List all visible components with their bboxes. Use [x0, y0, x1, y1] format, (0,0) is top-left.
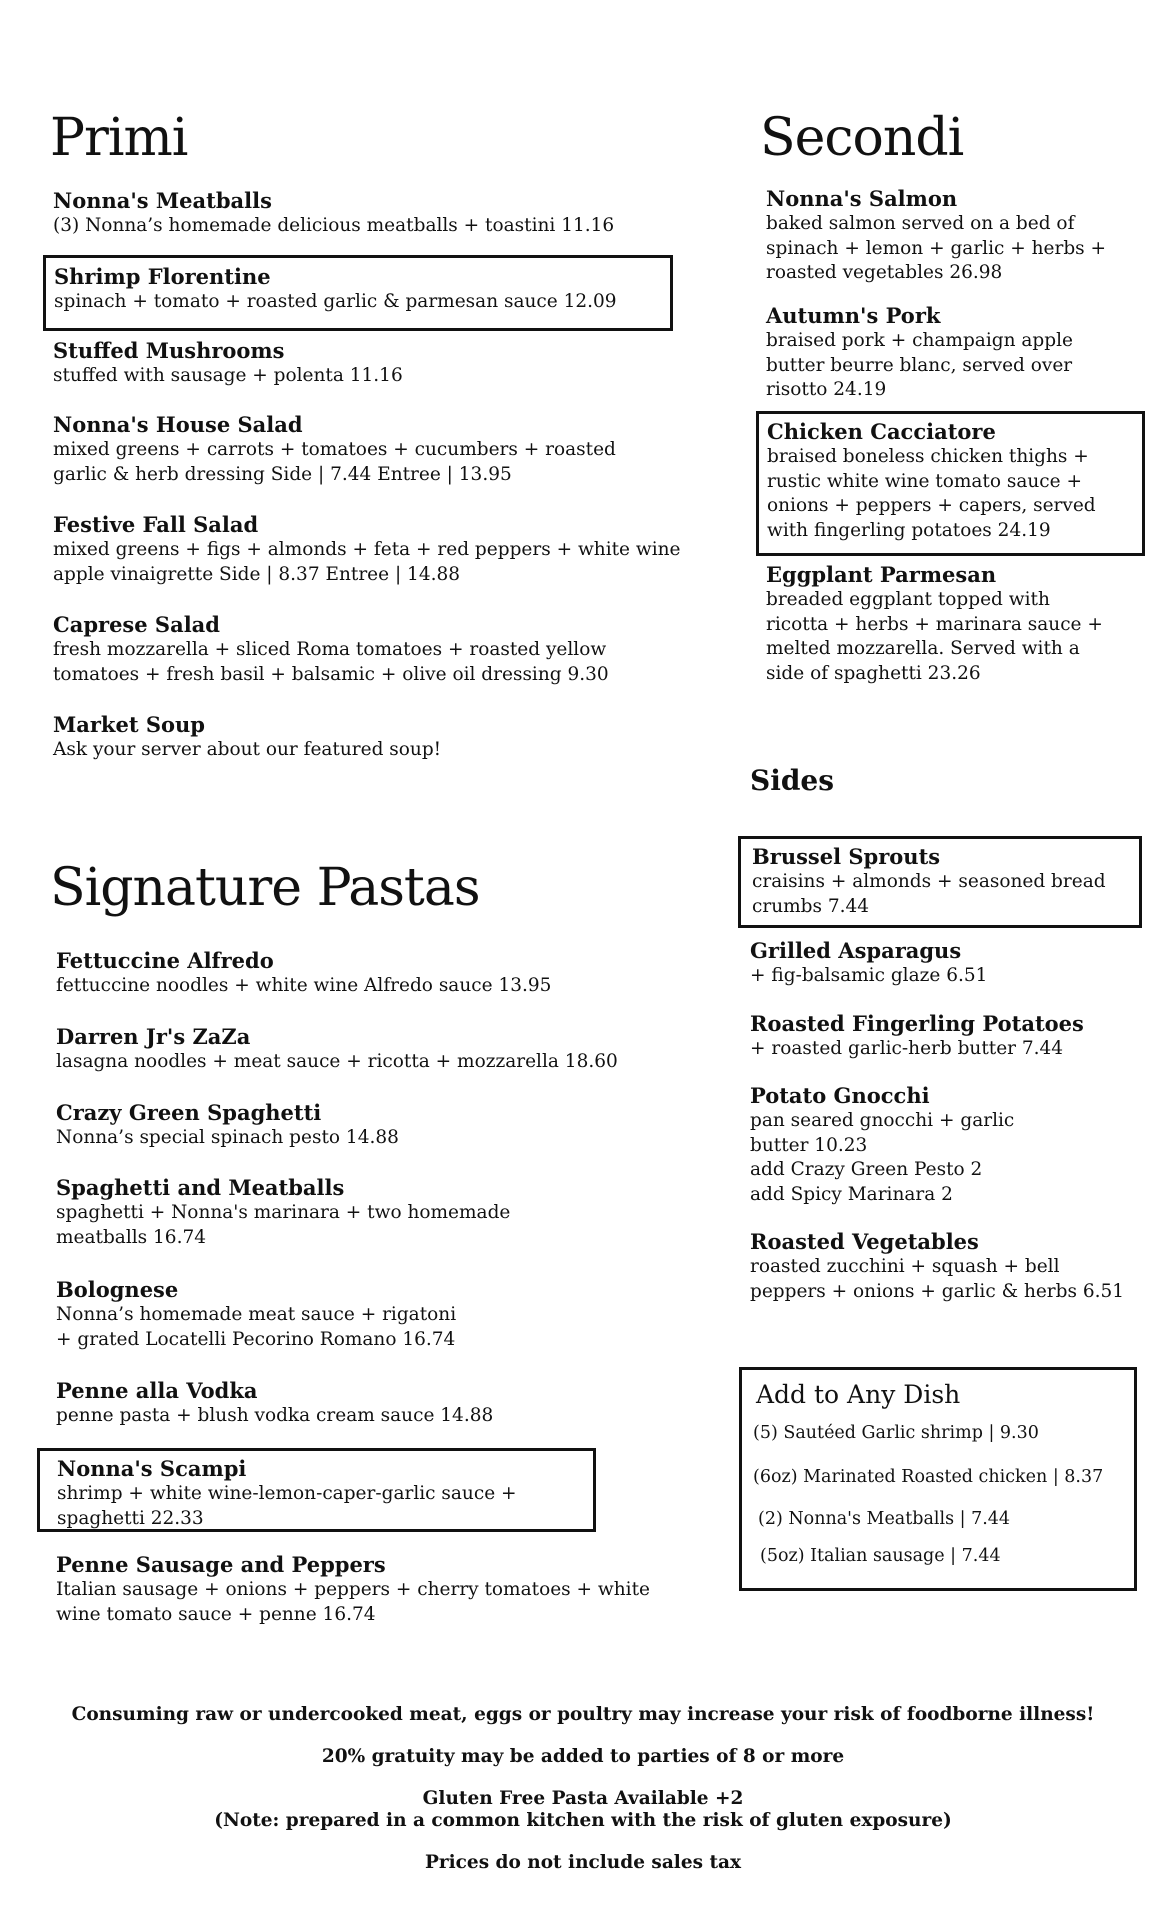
gratuity-note: 20% gratuity may be added to parties of 8 or more [321, 1746, 845, 1767]
item-name: Nonna's Meatballs [53, 188, 272, 213]
item-description-line: shrimp + white wine-lemon-caper-garlic sauce + [57, 1483, 517, 1504]
item-name: Brussel Sprouts [752, 844, 941, 869]
item-description-line: + grated Locatelli Pecorino Romano 16.74 [56, 1328, 456, 1350]
menu-item-featured [37, 1448, 596, 1532]
menu-item [56, 1378, 493, 1429]
item-description-line: risotto 24.19 [766, 379, 887, 400]
menu-item [53, 188, 614, 239]
item-description-line: roasted vegetables 26.98 [766, 262, 1003, 283]
menu-item [53, 412, 616, 487]
item-description-line: peppers + onions + garlic & herbs 6.51 [750, 1280, 1125, 1302]
item-description-line: craisins + almonds + seasoned bread [752, 871, 1106, 892]
add-on-line: (2) Nonna's Meatballs | 7.44 [758, 1509, 1011, 1529]
foodborne-warning: Consuming raw or undercooked meat, eggs or poultry may increase your risk of foodborne illness! [71, 1704, 1095, 1725]
item-description-line: spaghetti 22.33 [57, 1507, 204, 1529]
item-name: Nonna's House Salad [53, 412, 303, 437]
item-description-line: add Spicy Marinara 2 [750, 1183, 953, 1205]
item-description-line: baked salmon served on a bed of [766, 213, 1075, 234]
item-description-line: roasted zucchini + squash + bell [750, 1256, 1060, 1277]
item-name: Potato Gnocchi [750, 1083, 930, 1108]
menu-item [53, 512, 681, 587]
item-description-line: side of spaghetti 23.26 [766, 662, 981, 684]
item-name: Autumn's Pork [766, 303, 941, 328]
item-description-line: mixed greens + carrots + tomatoes + cucumbers + roasted [53, 439, 616, 460]
item-description-line: butter 10.23 [750, 1134, 868, 1156]
item-description-line: breaded eggplant topped with [766, 589, 1050, 610]
pastas-title: Signature Pastas [50, 858, 480, 918]
item-description: Nonna’s special spinach pesto 14.88 [56, 1127, 399, 1148]
item-description-line: crumbs 7.44 [752, 895, 870, 917]
item-name: Chicken Cacciatore [767, 419, 996, 444]
add-to-any-dish-title: Add to Any Dish [756, 1380, 961, 1409]
item-description-line: ricotta + herbs + marinara sauce + [766, 613, 1103, 635]
item-name: Fettuccine Alfredo [56, 948, 274, 973]
add-to-any-dish-box [739, 1367, 1137, 1591]
item-description-line: garlic & herb dressing Side | 7.44 Entree | 13.95 [53, 463, 512, 485]
item-name: Eggplant Parmesan [766, 562, 997, 587]
item-name: Shrimp Florentine [54, 264, 271, 289]
menu-item-featured [756, 411, 1145, 556]
item-name: Stuffed Mushrooms [53, 338, 285, 363]
item-name: Penne alla Vodka [56, 1378, 258, 1403]
item-name: Roasted Fingerling Potatoes [750, 1011, 1084, 1036]
item-description-line: meatballs 16.74 [56, 1226, 206, 1248]
menu-item [750, 1229, 1124, 1304]
item-description: spinach + tomato + roasted garlic & parmesan sauce 12.09 [54, 291, 617, 312]
sales-tax-note: Prices do not include sales tax [424, 1852, 742, 1873]
item-name: Grilled Asparagus [750, 938, 962, 963]
item-name: Crazy Green Spaghetti [56, 1100, 322, 1125]
sides-title: Sides [750, 764, 835, 797]
item-description-line: apple vinaigrette Side | 8.37 Entree | 14.88 [53, 563, 461, 585]
menu-item [53, 612, 609, 687]
item-description-line: melted mozzarella. Served with a [766, 638, 1080, 659]
menu-item [56, 948, 551, 999]
gluten-free-note: Gluten Free Pasta Available +2 [422, 1788, 744, 1809]
item-description: stuffed with sausage + polenta 11.16 [53, 365, 403, 386]
item-description: + roasted garlic-herb butter 7.44 [750, 1038, 1064, 1059]
item-description: lasagna noodles + meat sauce + ricotta + mozzarella 18.60 [56, 1051, 618, 1072]
menu-item-featured [43, 255, 673, 331]
item-description-line: Nonna’s homemade meat sauce + rigatoni [56, 1304, 457, 1325]
menu-item [56, 1024, 618, 1075]
item-description-line: tomatoes + fresh basil + balsamic + olive oil dressing 9.30 [53, 663, 609, 685]
add-on-line: (5oz) Italian sausage | 7.44 [760, 1546, 1001, 1566]
item-description-line: onions + peppers + capers, served [767, 495, 1096, 516]
menu-item-featured [738, 836, 1142, 928]
add-on-line: (6oz) Marinated Roasted chicken | 8.37 [753, 1467, 1104, 1487]
menu-item [750, 1083, 1014, 1207]
menu-item [56, 1100, 399, 1151]
item-description-line: braised boneless chicken thighs + [767, 446, 1089, 467]
menu-item [766, 186, 1106, 286]
item-name: Caprese Salad [53, 612, 220, 637]
item-description-line: butter beurre blanc, served over [766, 354, 1073, 376]
item-name: Roasted Vegetables [750, 1229, 979, 1254]
item-description-line: Italian sausage + onions + peppers + cherry tomatoes + white [56, 1579, 650, 1600]
item-description-line: rustic white wine tomato sauce + [767, 470, 1082, 492]
item-description-line: add Crazy Green Pesto 2 [750, 1159, 983, 1180]
item-description: penne pasta + blush vodka cream sauce 14.88 [56, 1405, 494, 1426]
menu-item [56, 1277, 456, 1352]
item-name: Bolognese [56, 1277, 179, 1302]
menu-item [750, 1011, 1084, 1062]
item-name: Spaghetti and Meatballs [56, 1175, 345, 1200]
item-description-line: with fingerling potatoes 24.19 [767, 519, 1051, 541]
menu-item [766, 562, 1103, 686]
item-name: Darren Jr's ZaZa [56, 1024, 251, 1049]
primi-title: Primi [50, 108, 188, 168]
item-description-line: spinach + lemon + garlic + herbs + [766, 237, 1107, 259]
item-description-line: wine tomato sauce + penne 16.74 [56, 1603, 376, 1625]
item-name: Festive Fall Salad [53, 512, 259, 537]
item-name: Penne Sausage and Peppers [56, 1552, 386, 1577]
item-description: + fig-balsamic glaze 6.51 [750, 965, 988, 986]
menu-item [766, 303, 1073, 403]
item-description: (3) Nonna’s homemade delicious meatballs + toastini 11.16 [53, 215, 615, 236]
item-description-line: fresh mozzarella + sliced Roma tomatoes + roasted yellow [53, 639, 607, 660]
gluten-exposure-note: (Note: prepared in a common kitchen with the risk of gluten exposure) [214, 1810, 952, 1831]
add-on-line: (5) Sautéed Garlic shrimp | 9.30 [753, 1423, 1039, 1443]
item-name: Market Soup [53, 712, 205, 737]
menu-item [56, 1552, 650, 1627]
item-name: Nonna's Salmon [766, 186, 958, 211]
menu-item [56, 1175, 510, 1250]
item-description-line: pan seared gnocchi + garlic [750, 1110, 1015, 1131]
secondi-title: Secondi [760, 108, 964, 168]
item-description-line: mixed greens + figs + almonds + feta + red peppers + white wine [53, 539, 681, 560]
item-description: Ask your server about our featured soup! [53, 739, 442, 760]
item-description: fettuccine noodles + white wine Alfredo sauce 13.95 [56, 975, 552, 996]
item-description-line: braised pork + champaign apple [766, 330, 1073, 351]
menu-item [53, 712, 441, 763]
menu-item [750, 938, 987, 989]
item-description-line: spaghetti + Nonna's marinara + two homemade [56, 1202, 511, 1223]
menu-item [53, 338, 403, 389]
item-name: Nonna's Scampi [57, 1456, 247, 1481]
